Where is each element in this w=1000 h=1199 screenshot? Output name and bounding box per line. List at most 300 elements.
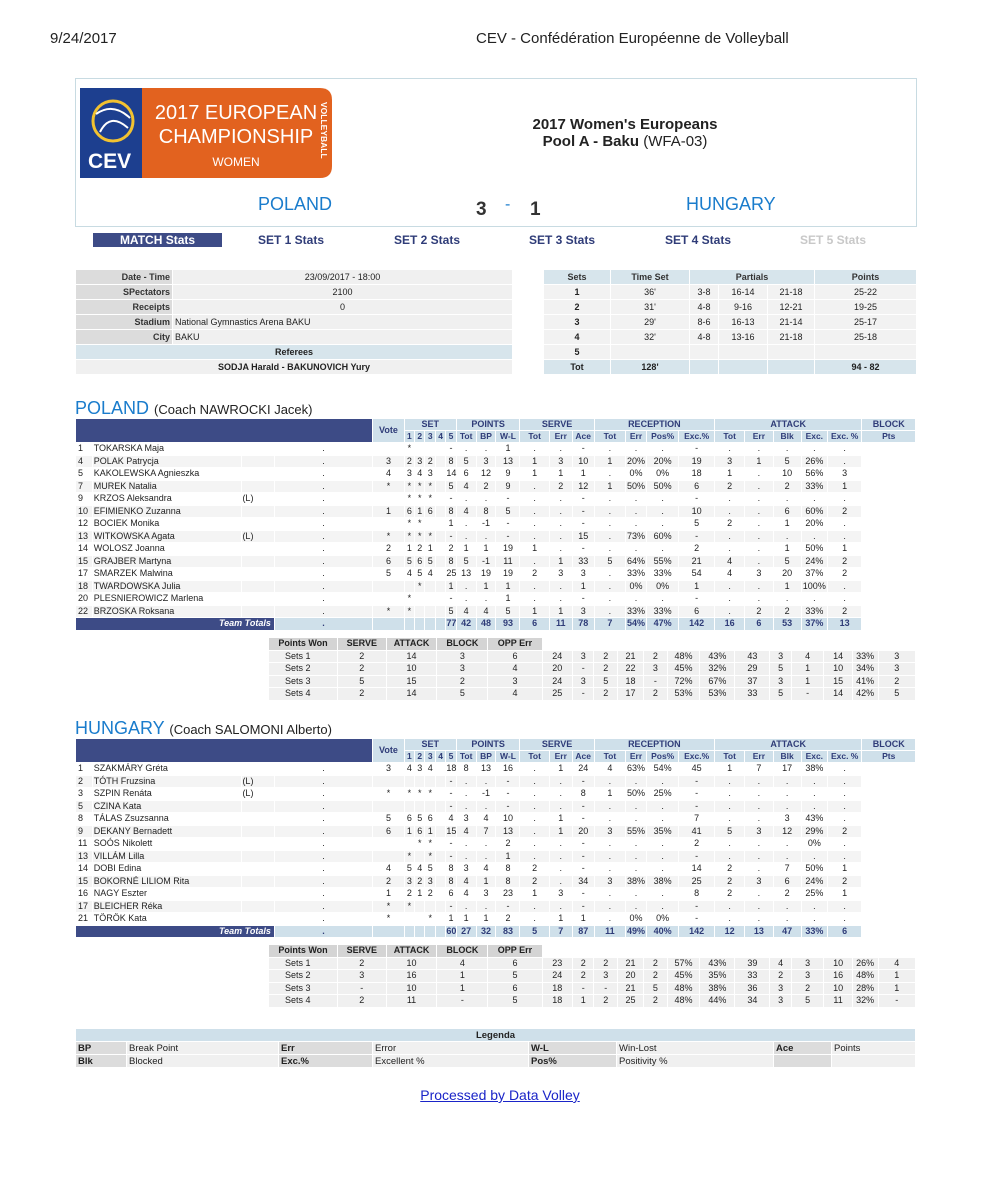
set-played-mark	[405, 801, 414, 813]
points-won-cell: 3	[573, 676, 593, 688]
set-played-mark	[436, 468, 445, 480]
points-won-cell: 5	[770, 663, 790, 675]
points-won-cell: 43%	[700, 651, 734, 663]
stat-cell: 6	[679, 606, 714, 618]
points-won-cell: 44%	[700, 995, 734, 1007]
set-played-mark	[373, 801, 403, 813]
header-points: POINTS	[457, 419, 520, 430]
player-number: 12	[76, 518, 92, 530]
player-name: BOCIEK Monika	[93, 518, 242, 530]
header-subcol: 3	[425, 431, 434, 442]
stat-cell: 8	[496, 863, 519, 875]
stat-cell: 64%	[627, 555, 646, 566]
tab-set-4-stats[interactable]: SET 4 Stats	[664, 233, 732, 247]
stat-cell: .	[520, 838, 548, 850]
points-won-cell: 3	[770, 676, 790, 688]
stat-cell: .	[595, 776, 625, 788]
libero-tag	[242, 593, 273, 605]
stat-cell: 2	[828, 606, 862, 618]
total-cell	[405, 926, 414, 938]
stat-cell: .	[828, 838, 862, 850]
stat-cell: 1	[573, 581, 594, 593]
stat-cell: .	[647, 863, 678, 875]
points-won-cell: -	[573, 688, 593, 700]
header-subcol: Err	[626, 751, 646, 762]
stat-cell: .	[828, 851, 862, 863]
player-number: 14	[76, 543, 92, 555]
stat-cell: 2	[828, 568, 862, 580]
team-coach: (Coach SALOMONI Alberto)	[169, 722, 332, 737]
set-played-mark	[436, 763, 445, 775]
stat-cell: .	[647, 801, 678, 813]
set-played-mark: 6	[373, 826, 403, 838]
set-played-mark	[405, 913, 414, 925]
set-partial: 8-6	[690, 315, 718, 329]
set-played-mark: *	[425, 913, 434, 925]
libero-tag	[242, 763, 273, 775]
stat-cell: 25%	[802, 888, 827, 900]
set-played-mark: 1	[373, 506, 403, 518]
stat-cell: 33%	[802, 481, 827, 493]
processed-by-link[interactable]: Processed by Data Volley	[420, 1087, 580, 1103]
legend-value: Positivity %	[617, 1055, 773, 1067]
event-pool: Pool A - Baku	[542, 133, 640, 150]
stat-cell: 1	[457, 913, 476, 925]
stat-cell: .	[595, 531, 625, 543]
stat-cell: 0%	[626, 468, 646, 480]
set-played-mark	[436, 606, 445, 618]
player-vote: .	[275, 776, 372, 788]
points-won-cell: 2	[594, 995, 617, 1007]
stat-cell: 4	[457, 888, 476, 900]
header-subcol: BP	[477, 431, 496, 442]
stat-cell: -	[679, 593, 714, 605]
points-won-header-cell: OPP Err	[488, 945, 541, 957]
sets-total-cell: 128'	[611, 360, 689, 374]
set-played-mark: 5	[405, 863, 414, 875]
stat-cell: 2	[496, 913, 519, 925]
header-subcol: Blk	[774, 751, 801, 762]
points-won-header	[269, 945, 915, 957]
stat-cell: .	[550, 876, 572, 888]
points-won-cell: 4	[437, 958, 487, 970]
total-cell: 83	[496, 926, 519, 938]
set-played-mark	[373, 518, 403, 530]
stat-cell: -	[573, 443, 594, 455]
stat-cell: 5	[457, 556, 476, 568]
player-row	[76, 506, 915, 518]
tab-match-stats[interactable]: MATCH Stats	[93, 233, 222, 247]
stat-cell: 15	[573, 531, 594, 543]
set-played-mark: 5	[415, 813, 424, 825]
stat-cell: 1	[573, 913, 594, 925]
set-played-mark	[436, 443, 445, 455]
set-played-mark	[373, 851, 403, 863]
header-subcol: Err	[550, 751, 572, 762]
set-played-mark: *	[373, 788, 403, 800]
stat-cell: -	[573, 863, 594, 875]
stat-cell: 5	[496, 506, 519, 518]
stat-cell: 2	[446, 543, 455, 555]
points-won-cell: -	[792, 688, 824, 700]
sets-total-cell: 94 - 82	[815, 360, 916, 374]
stat-cell: 3	[774, 813, 801, 825]
stat-cell: -	[496, 901, 519, 913]
points-won-cell: -	[573, 663, 593, 675]
points-won-cell: 3	[879, 651, 915, 663]
sets-total-row	[544, 360, 916, 374]
points-won-cell: 2	[644, 970, 667, 982]
player-row	[76, 481, 915, 493]
points-won-cell: 5	[488, 995, 541, 1007]
stat-cell: 55%	[647, 556, 678, 568]
stat-cell: 33%	[647, 568, 678, 580]
stat-cell: .	[595, 468, 625, 480]
stat-cell: 15	[446, 825, 457, 836]
stat-cell: 3	[457, 813, 476, 825]
points-won-header-cell: Points Won	[269, 945, 337, 957]
points-won-table-hungary	[268, 944, 916, 1008]
stat-cell: 1	[595, 481, 625, 493]
set-played-mark: 6	[415, 826, 424, 838]
total-cell	[373, 618, 403, 630]
stat-cell: .	[550, 443, 572, 455]
stat-cell: 19	[496, 568, 519, 580]
points-won-cell: 36	[735, 983, 769, 995]
header-points: POINTS	[457, 739, 520, 750]
legend-key: Err	[279, 1042, 372, 1054]
set-played-mark	[425, 593, 434, 605]
stat-cell: -	[679, 531, 714, 543]
legend-key	[774, 1055, 831, 1067]
stat-cell: 9	[496, 481, 519, 493]
stat-cell: 0%	[647, 581, 678, 593]
stat-cell: 38%	[647, 876, 678, 888]
set-played-mark: *	[415, 493, 424, 505]
set-played-mark	[373, 581, 403, 593]
set-played-mark	[436, 531, 445, 543]
stat-cell: 37%	[802, 568, 827, 580]
away-score: 1	[530, 199, 541, 220]
stat-cell: .	[745, 493, 772, 505]
stat-cell: .	[774, 801, 801, 813]
stat-cell: .	[802, 788, 827, 800]
stat-cell: 2	[715, 481, 744, 493]
header-subcol: Tot	[595, 751, 625, 762]
stat-cell: 6	[679, 481, 714, 493]
stat-cell: .	[715, 593, 744, 605]
stat-cell: .	[745, 776, 772, 788]
stat-cell: .	[715, 813, 744, 825]
player-number: 8	[76, 813, 92, 825]
player-vote: .	[275, 443, 372, 455]
player-row	[76, 801, 915, 813]
libero-tag	[242, 456, 273, 468]
stat-cell: .	[457, 493, 476, 505]
set-played-mark: 3	[373, 763, 403, 775]
stat-cell: -	[446, 788, 455, 800]
total-cell	[405, 618, 414, 630]
header-attack: ATTACK	[715, 419, 861, 430]
stat-cell: .	[647, 776, 678, 788]
set-partial	[768, 345, 814, 359]
set-points: 25-22	[815, 285, 916, 299]
stat-cell: .	[520, 851, 548, 863]
info-label-city: City	[76, 330, 172, 344]
stat-cell: -	[446, 851, 455, 863]
set-played-mark	[436, 876, 445, 888]
stat-cell: -	[679, 443, 714, 455]
stat-cell: .	[774, 901, 801, 913]
stat-cell: 7	[477, 826, 496, 838]
player-vote: .	[275, 888, 372, 900]
stat-cell: 3	[828, 468, 862, 480]
set-played-mark	[425, 443, 434, 455]
stat-cell: 0%	[647, 913, 678, 925]
points-won-cell: 5	[338, 676, 386, 688]
sets-table	[543, 269, 917, 375]
player-name: TÁLAS Zsuzsanna	[93, 813, 242, 825]
total-cell	[415, 618, 424, 630]
header-subcol: Exc. %	[828, 431, 862, 442]
stat-cell: 20	[573, 826, 594, 838]
points-won-cell: 3	[770, 983, 790, 995]
player-row	[76, 901, 915, 913]
stat-cell: 14	[446, 468, 457, 479]
stat-cell: 2	[774, 481, 801, 493]
stat-cell: 33	[573, 556, 594, 568]
stat-cell: .	[745, 801, 772, 813]
stat-cell: -	[573, 901, 594, 913]
stat-cell: 6	[457, 468, 476, 480]
header-subcol: 5	[446, 751, 455, 762]
stat-cell: 2	[477, 481, 496, 493]
stat-cell: .	[457, 901, 476, 913]
set-played-mark	[436, 888, 445, 900]
set-played-mark: 5	[425, 863, 434, 875]
stat-cell: 5	[679, 518, 714, 530]
stat-cell: 1	[520, 606, 548, 618]
set-played-mark	[415, 801, 424, 813]
points-won-cell: 72%	[668, 676, 700, 688]
stat-cell: 0%	[647, 468, 678, 480]
stat-cell: .	[550, 788, 572, 800]
set-played-mark: 2	[415, 543, 424, 555]
set-played-mark	[425, 581, 434, 593]
total-cell: 47	[774, 926, 801, 938]
set-played-mark: *	[415, 581, 424, 593]
stat-cell: .	[595, 838, 625, 850]
player-name: TÓTH Fruzsina	[93, 776, 242, 788]
stat-cell: 4	[457, 876, 476, 888]
header-attack: ATTACK	[715, 739, 861, 750]
set-time: 36'	[611, 285, 689, 299]
set-played-mark	[373, 776, 403, 788]
player-name: DOBI Edina	[93, 863, 242, 875]
stat-cell: 50%	[802, 543, 827, 555]
points-won-cell: 22	[618, 663, 643, 675]
tab-set-2-stats[interactable]: SET 2 Stats	[393, 233, 461, 247]
stat-cell: .	[520, 593, 548, 605]
info-value-spectators: 2100	[173, 285, 512, 299]
stat-cell: .	[774, 593, 801, 605]
stat-cell: .	[595, 493, 625, 505]
stat-cell: .	[828, 581, 862, 593]
total-cell: 11	[595, 926, 625, 938]
points-won-cell: 43%	[700, 958, 734, 970]
stat-cell: .	[595, 801, 625, 813]
team-name: POLAND	[75, 398, 150, 418]
tab-set-3-stats[interactable]: SET 3 Stats	[528, 233, 596, 247]
stat-cell: .	[647, 506, 678, 518]
set-played-mark	[415, 443, 424, 455]
header-subcol: Pts	[862, 431, 915, 442]
total-cell: 33%	[802, 926, 827, 938]
stat-cell: .	[595, 593, 625, 605]
total-cell: 93	[496, 618, 519, 630]
player-name: BOKORNÉ LILIOM Rita	[93, 876, 242, 888]
stat-cell: 1	[550, 813, 572, 825]
points-won-row	[269, 958, 915, 970]
sets-total-cell	[719, 360, 767, 374]
logo-year-line: 2017 EUROPEAN	[154, 102, 318, 124]
set-partial: 16-13	[719, 315, 767, 329]
total-cell: 6	[745, 618, 772, 630]
stat-cell: 10	[679, 506, 714, 518]
libero-tag: (L)	[242, 531, 273, 543]
libero-tag	[242, 568, 273, 580]
points-won-cell: 43	[735, 651, 769, 663]
legend-key: W-L	[529, 1042, 616, 1054]
stat-cell: 8	[496, 876, 519, 888]
points-won-cell: 24	[543, 651, 572, 663]
stat-cell: 2	[679, 838, 714, 850]
set-played-mark	[405, 581, 414, 593]
stats-header-groups	[76, 739, 915, 750]
points-won-cell: 25	[618, 995, 643, 1007]
points-won-cell: 5	[594, 676, 617, 688]
points-won-cell: 10	[824, 983, 851, 995]
stat-cell: -	[679, 493, 714, 505]
points-won-cell: -	[879, 995, 915, 1007]
player-number: 18	[76, 581, 92, 593]
set-played-mark	[405, 776, 414, 788]
stat-cell: .	[745, 838, 772, 850]
team-totals-row	[76, 618, 915, 630]
stat-cell: 19	[496, 543, 519, 555]
total-cell: .	[275, 926, 372, 938]
stat-cell: 10	[774, 468, 801, 480]
points-won-cell: 5	[644, 983, 667, 995]
player-row	[76, 581, 915, 593]
libero-tag	[242, 801, 273, 813]
header-subcol: Tot	[457, 431, 476, 442]
stat-cell: 1	[477, 913, 496, 925]
set-played-mark: *	[405, 493, 414, 505]
stat-cell: .	[715, 776, 744, 788]
points-won-cell: 2	[338, 688, 386, 700]
stat-cell: .	[457, 593, 476, 605]
set-partial	[690, 345, 718, 359]
total-cell	[425, 926, 434, 938]
home-team-name: POLAND	[258, 194, 333, 214]
stat-cell: 3	[573, 606, 594, 618]
stat-cell: 4	[477, 863, 496, 875]
set-time	[611, 345, 689, 359]
stat-cell: .	[457, 851, 476, 863]
stat-cell: .	[647, 593, 678, 605]
team-coach: (Coach NAWROCKI Jacek)	[154, 402, 313, 417]
score-separator: -	[505, 196, 511, 213]
points-won-cell: 21	[618, 983, 643, 995]
header-subcol: Pts	[862, 751, 915, 762]
stat-cell: .	[626, 813, 646, 825]
stat-cell: .	[520, 776, 548, 788]
stat-cell: 3	[745, 826, 772, 838]
header-subcol: Blk	[774, 431, 801, 442]
player-row	[76, 863, 915, 875]
stat-cell: 24%	[802, 556, 827, 568]
header-subcol: W-L	[496, 431, 519, 442]
points-won-cell: 24	[543, 676, 572, 688]
points-won-cell: 24	[543, 970, 572, 982]
header-vote: Vote	[373, 419, 403, 442]
points-won-cell: 33	[735, 970, 769, 982]
stat-cell: 1	[520, 543, 548, 555]
player-row	[76, 876, 915, 888]
set-played-mark	[436, 863, 445, 875]
points-won-cell: 2	[644, 995, 667, 1007]
home-score: 3	[476, 199, 487, 220]
championship-logo	[80, 88, 332, 178]
stat-cell: 5	[774, 556, 801, 568]
total-cell: 16	[715, 618, 744, 630]
set-partial: 12-21	[768, 300, 814, 314]
stat-cell: 56%	[802, 468, 827, 480]
sets-header-sets: Sets	[544, 270, 610, 284]
stat-cell: .	[550, 581, 572, 593]
libero-tag: (L)	[242, 788, 273, 800]
points-won-cell: 32%	[853, 995, 878, 1007]
set-played-mark	[373, 443, 403, 455]
player-row	[76, 543, 915, 555]
stat-cell: -	[679, 913, 714, 925]
points-won-cell: 2	[792, 983, 824, 995]
legend-value: Points	[832, 1042, 915, 1054]
stat-cell: 100%	[802, 580, 826, 591]
player-name: KAKOLEWSKA Agnieszka	[93, 468, 242, 480]
player-vote: .	[275, 518, 372, 530]
points-won-cell: 3	[573, 651, 593, 663]
stat-cell: 3	[595, 876, 625, 888]
tab-set-1-stats[interactable]: SET 1 Stats	[257, 233, 325, 247]
player-vote: .	[275, 593, 372, 605]
stat-cell: .	[745, 813, 772, 825]
set-played-mark	[436, 493, 445, 505]
player-vote: .	[275, 481, 372, 493]
header-subcol: 5	[446, 431, 455, 442]
stat-cell: .	[745, 468, 772, 480]
stat-cell: .	[828, 493, 862, 505]
stat-cell: .	[626, 506, 646, 518]
set-played-mark	[436, 913, 445, 925]
header-subcol: 1	[405, 431, 414, 442]
stat-cell: 12	[477, 468, 496, 480]
stat-cell: .	[802, 901, 827, 913]
stat-cell: .	[457, 443, 476, 455]
points-won-cell: 4	[792, 651, 824, 663]
referees-label: Referees	[76, 345, 512, 359]
